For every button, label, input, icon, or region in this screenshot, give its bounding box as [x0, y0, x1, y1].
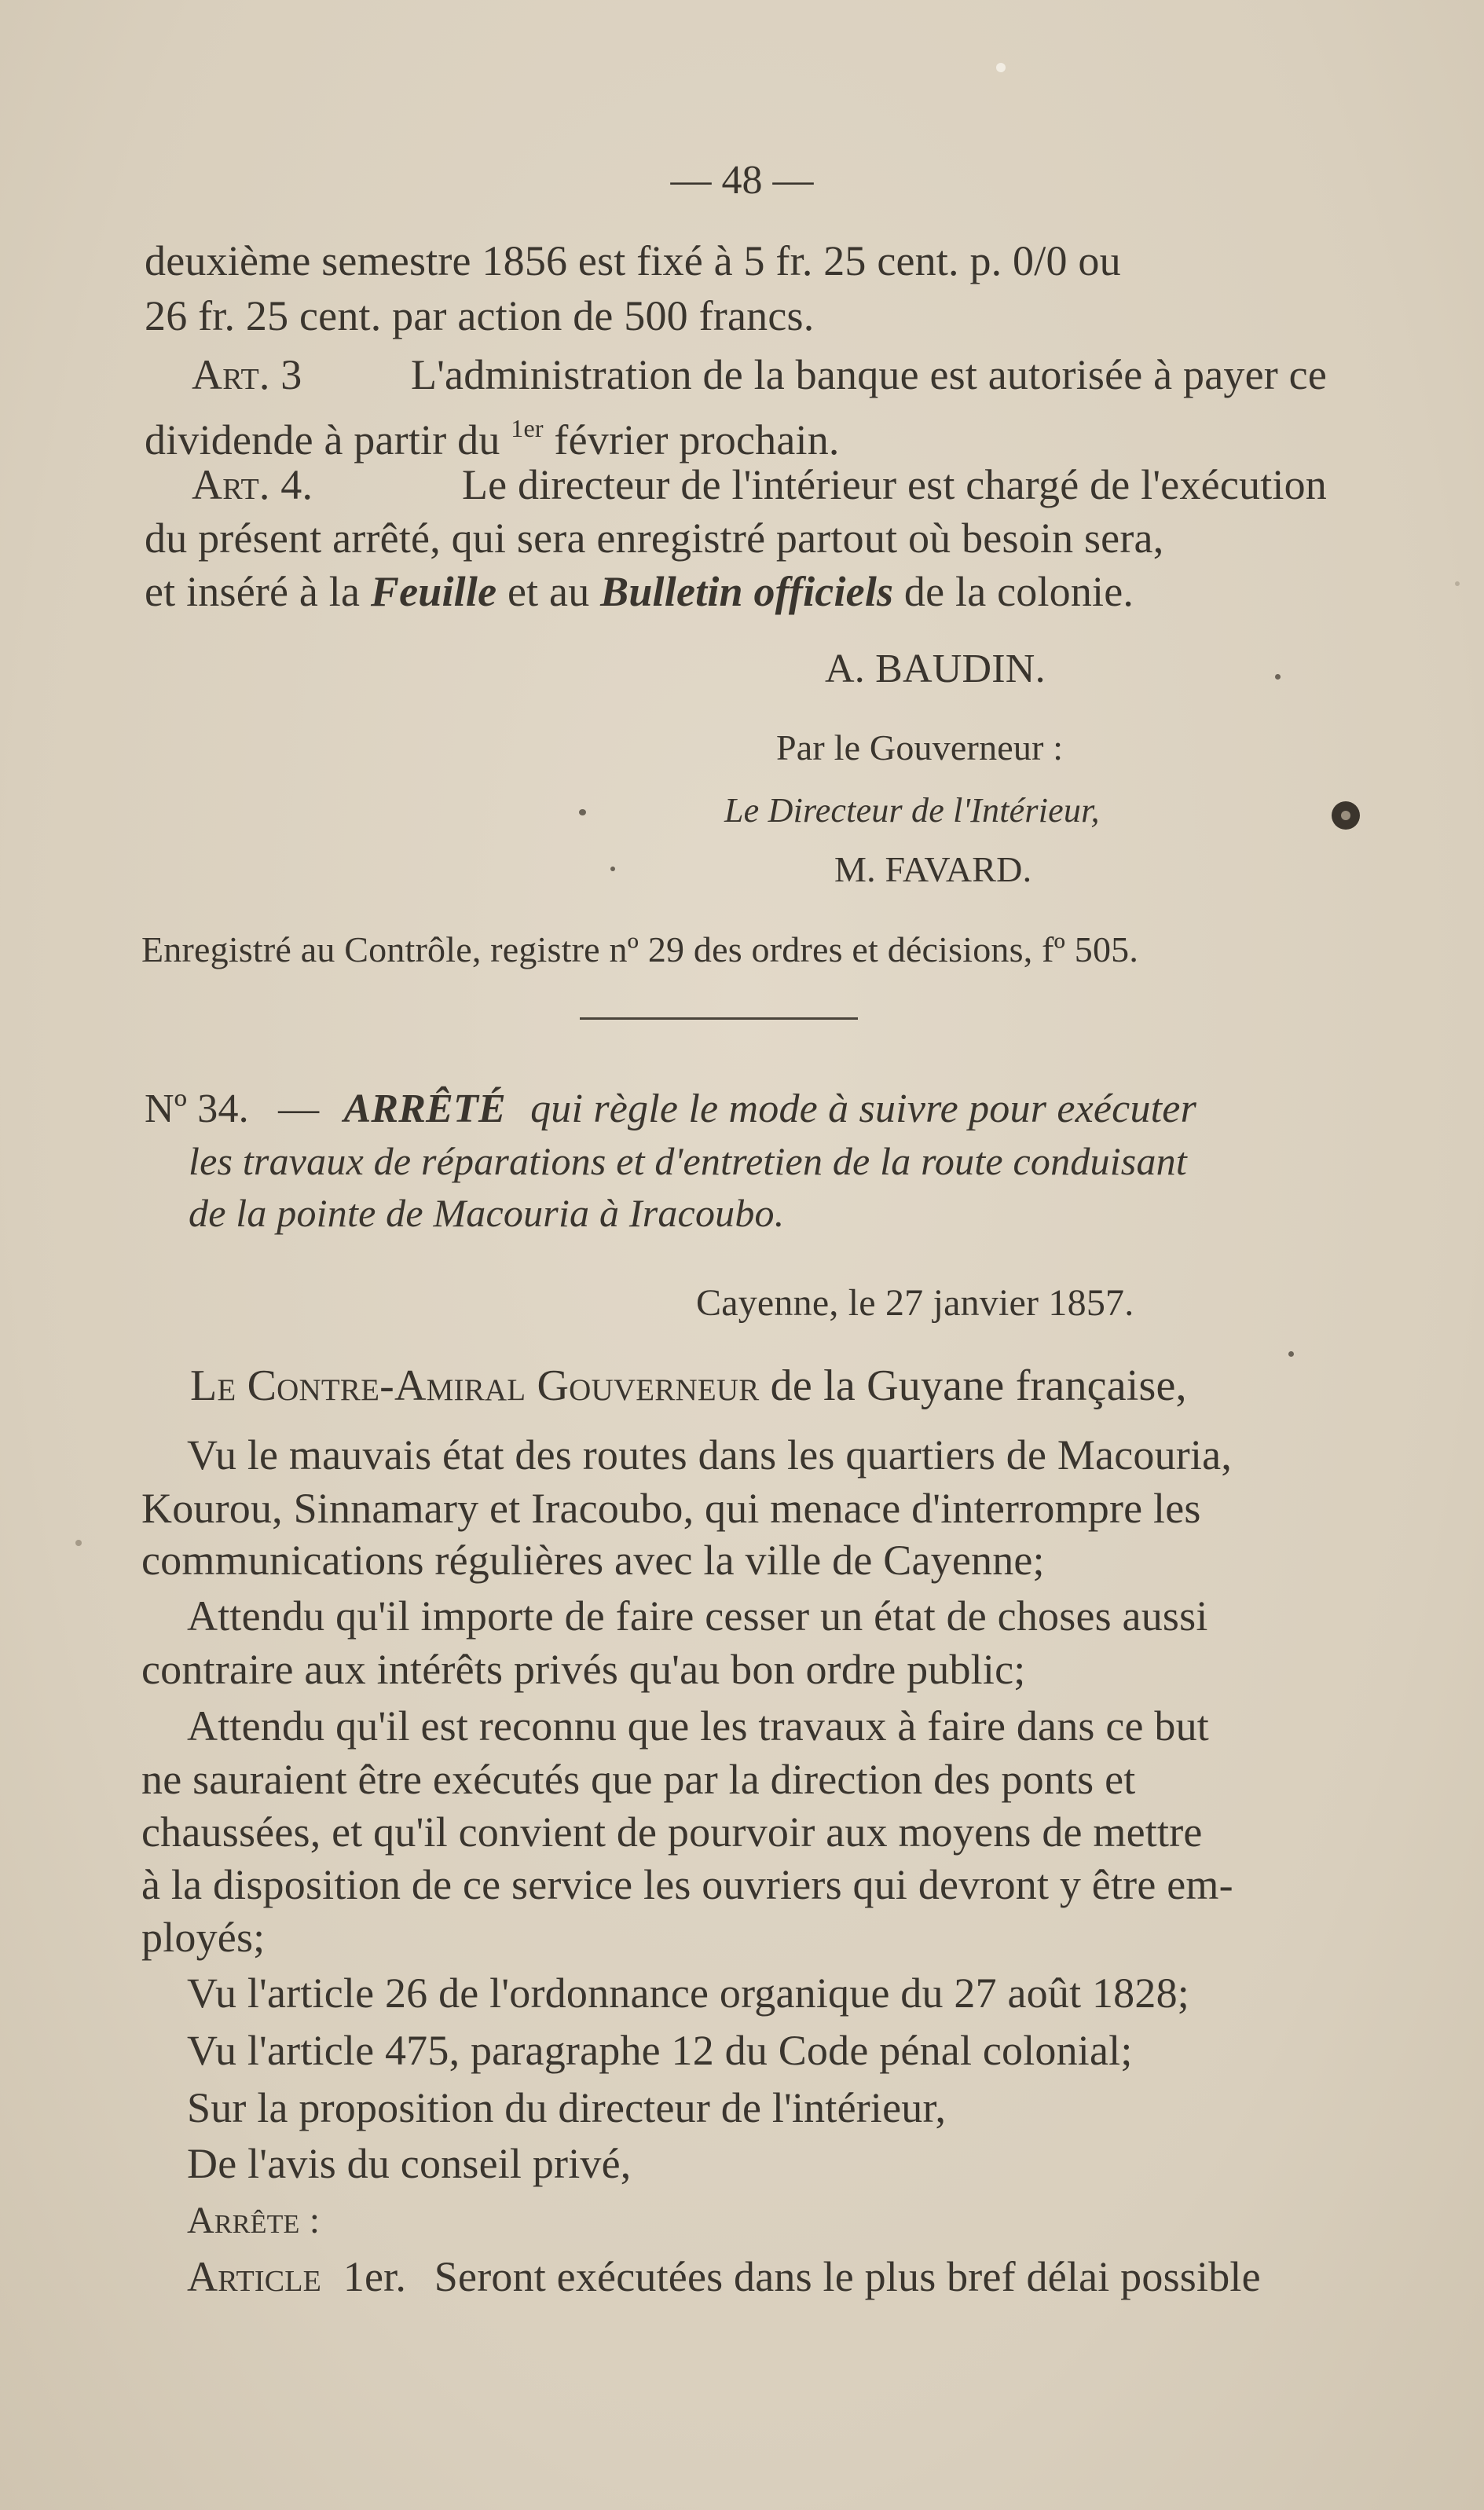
attendu2-line-5: ployés; [141, 1914, 266, 1961]
speck [1288, 1351, 1294, 1357]
vu1-line-1: Vu le mauvais état des routes dans les quartiers de Macouria, [187, 1431, 1233, 1479]
ordinal-sup: 1er [511, 414, 544, 442]
preamble-title [190, 1361, 1187, 1411]
speck [610, 867, 615, 871]
article-3-text: L'administration de la banque est autorisée à payer ce [410, 351, 1327, 398]
text-span: et inséré à la [145, 568, 371, 615]
text-span [743, 568, 754, 615]
section-divider [580, 1017, 858, 1020]
article-label: Art. [192, 461, 270, 508]
text-span: de la Guyane française, [759, 1361, 1187, 1410]
decree-dash: — [278, 1086, 320, 1131]
article-3-line-2 [145, 403, 840, 465]
speck [579, 809, 586, 815]
article-number: 3 [280, 351, 302, 398]
signature-par: Par le Gouverneur : [776, 727, 1064, 768]
dateline: Cayenne, le 27 janvier 1857. [696, 1282, 1134, 1324]
article-4-heading [192, 460, 313, 510]
vu3-line: Vu l'article 475, paragraphe 12 du Code pénal colonial; [187, 2027, 1133, 2074]
speck [1455, 581, 1460, 586]
article-number: 4. [280, 461, 313, 508]
attendu2-line-4: à la disposition de ce service les ouvriers qui devront y être em- [141, 1861, 1233, 1908]
text-span: février prochain. [543, 416, 840, 464]
decree-number: Nº 34. [145, 1086, 249, 1131]
article-number: 1er. [343, 2253, 407, 2300]
article-3-line-1 [192, 350, 1327, 400]
speck [75, 1540, 82, 1546]
article-4-text: Le directeur de l'intérieur est chargé de l'exécution [461, 461, 1327, 508]
registration-line [141, 925, 1304, 975]
vu1-line-3: communications régulières avec la ville de Cayenne; [141, 1537, 1045, 1584]
sur-line: Sur la proposition du directeur de l'intérieur, [187, 2084, 947, 2131]
article-label: Article [187, 2253, 322, 2300]
text-span: dividende à partir du [145, 416, 511, 464]
avis-line: De l'avis du conseil privé, [187, 2140, 632, 2187]
attendu1-line-2: contraire aux intérêts privés qu'au bon ordre public; [141, 1646, 1026, 1693]
text-line [145, 236, 1327, 286]
italic-bulletin: Bulletin [600, 568, 743, 615]
speck [996, 63, 1006, 72]
article-label: Art. [192, 351, 270, 398]
attendu2-line-1: Attendu qu'il est reconnu que les travaux à faire dans ce but [187, 1702, 1209, 1750]
signature-name: A. BAUDIN. [825, 647, 1046, 691]
decree-heading-line-1 [145, 1084, 1196, 1134]
article-1-line [187, 2252, 1261, 2302]
article-4-line-2: du présent arrêté, qui sera enregistré partout où besoin sera, [145, 515, 1164, 562]
arrete-line: Arrête : [187, 2200, 321, 2241]
attendu2-line-2: ne sauraient être exécutés que par la direction des ponts et [141, 1756, 1136, 1803]
attendu1-line-1: Attendu qu'il importe de faire cesser un état de choses aussi [187, 1592, 1208, 1640]
signature-director: M. FAVARD. [834, 849, 1032, 889]
italic-officiels: officiels [753, 568, 894, 615]
article-4-line-3 [145, 566, 1134, 617]
decree-title-1: qui règle le mode à suivre pour exécuter [530, 1086, 1197, 1131]
page-number: — 48 — [670, 158, 814, 203]
decree-heading: ARRÊTÉ [343, 1086, 506, 1131]
text-span: de la colonie. [893, 568, 1134, 615]
article-1-text: Seront exécutées dans le plus bref délai possible [434, 2253, 1261, 2300]
article-3-heading [192, 350, 302, 400]
article-4-line-1 [192, 460, 1327, 510]
governor-title: Le Contre-Amiral Gouverneur [190, 1361, 760, 1410]
attendu2-line-3: chaussées, et qu'il convient de pourvoir aux moyens de mettre [141, 1808, 1203, 1856]
text-span: deuxième semestre 1856 est fixé à 5 fr. 25 cent. p. 0/0 ou [145, 237, 1121, 284]
decree-title-2: les travaux de réparations et d'entretien de la route conduisant [189, 1139, 1187, 1183]
speck [1275, 674, 1281, 680]
vu1-line-2: Kourou, Sinnamary et Iracoubo, qui menace d'interrompre les [141, 1485, 1201, 1532]
registration-text: Enregistré au Contrôle, registre nº 29 des ordres et décisions, fº 505. [141, 929, 1139, 969]
ink-stamp-mark [1332, 801, 1360, 830]
signature-title: Le Directeur de l'Intérieur, [724, 791, 1100, 830]
decree-title-3: de la pointe de Macouria à Iracoubo. [189, 1191, 785, 1235]
italic-feuille: Feuille [370, 568, 497, 615]
text-span: et au [496, 568, 601, 615]
text-line: 26 fr. 25 cent. par action de 500 francs. [145, 292, 815, 339]
vu2-line: Vu l'article 26 de l'ordonnance organique du 27 août 1828; [187, 1970, 1189, 2017]
